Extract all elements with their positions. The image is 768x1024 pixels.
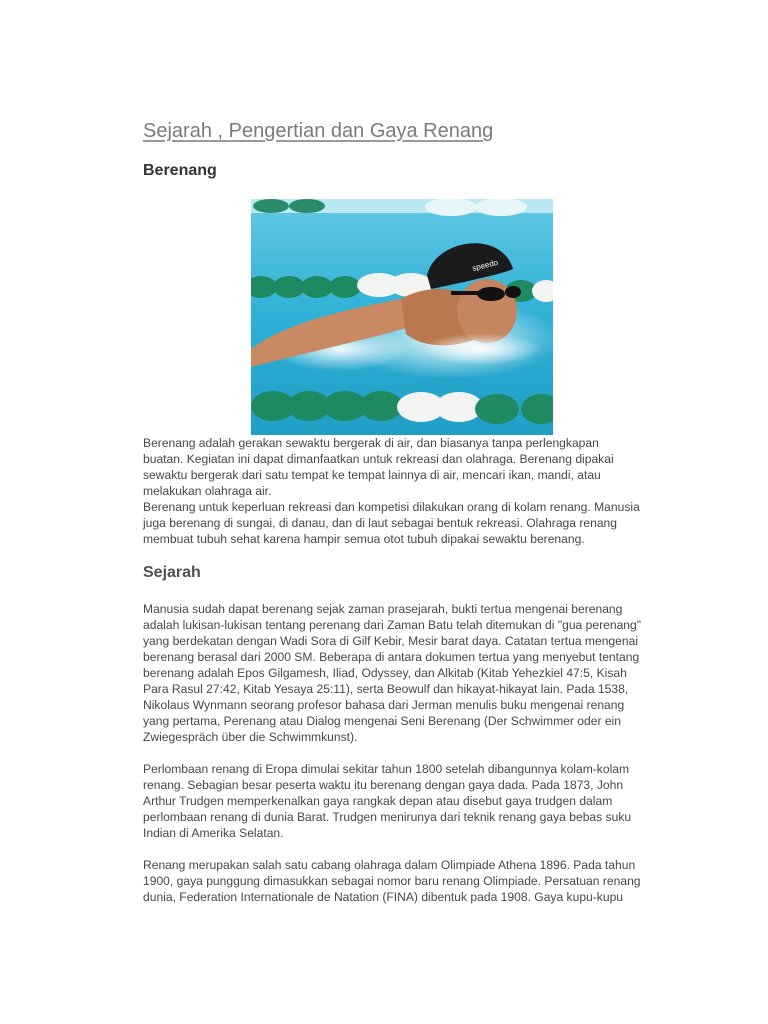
- text-line: perlombaan renang di dunia Barat. Trudgen menirunya dari teknik renang gaya bebas suku: [143, 810, 632, 824]
- text-line: melakukan olahraga air.: [143, 484, 272, 498]
- paragraph-berenang: [143, 435, 663, 547]
- text-line: juga berenang di sungai, di danau, dan di laut sebagai bentuk rekreasi. Olahraga renang: [143, 516, 618, 530]
- text-line: Arthur Trudgen memperkenalkan gaya rangkak depan atau disebut gaya trudgen dalam: [143, 794, 613, 808]
- text-line: 1900, gaya punggung dimasukkan sebagai nomor baru renang Olimpiade. Persatuan renang: [143, 874, 641, 888]
- text-line: Manusia sudah dapat berenang sejak zaman prasejarah, bukti tertua mengenai berenang: [143, 602, 623, 616]
- paragraph-sejarah-2: [143, 761, 663, 841]
- paragraph-sejarah-3: [143, 857, 663, 905]
- text-line: Renang merupakan salah satu cabang olahraga dalam Olimpiade Athena 1896. Pada tahun: [143, 858, 636, 872]
- text-line: Berenang untuk keperluan rekreasi dan kompetisi dilakukan orang di kolam renang. Manusia: [143, 500, 640, 514]
- text-line: membuat tubuh sehat karena hampir semua otot tubuh dipakai sewaktu berenang.: [143, 532, 585, 546]
- text-line: berenang berasal dari 2000 SM. Beberapa di antara dokumen tertua yang menyebut tentang: [143, 650, 640, 664]
- swimmer-photo: [251, 199, 553, 435]
- swimmer-photo-icon: [251, 199, 553, 435]
- text-line: berenang adalah Epos Gilgamesh, Iliad, Odyssey, dan Alkitab (Kitab Yehezkiel 47:5, Kisah: [143, 666, 627, 680]
- section-heading-berenang: Berenang: [143, 162, 217, 179]
- document-title[interactable]: Sejarah , Pengertian dan Gaya Renang: [143, 120, 494, 142]
- text-line: buatan. Kegiatan ini dapat dimanfaatkan untuk rekreasi dan olahraga. Berenang dipakai: [143, 452, 614, 466]
- section-heading-sejarah: Sejarah: [143, 564, 201, 581]
- text-line: Perlombaan renang di Eropa dimulai sekitar tahun 1800 setelah dibangunnya kolam-kolam: [143, 762, 630, 776]
- text-line: Para Rasul 27:42, Kitab Yesaya 25:11), serta Beowulf dan hikayat-hikayat lain. Pada 1538,: [143, 682, 629, 696]
- text-line: Berenang adalah gerakan sewaktu bergerak di air, dan biasanya tanpa perlengkapan: [143, 436, 599, 450]
- text-line: Indian di Amerika Selatan.: [143, 826, 284, 840]
- text-line: Zwiegespräch über die Schwimmkunst).: [143, 730, 358, 744]
- text-line: renang. Sebagian besar peserta waktu itu berenang dengan gaya dada. Pada 1873, John: [143, 778, 624, 792]
- text-line: yang berdekatan dengan Wadi Sora di Gilf Kebir, Mesir barat daya. Catatan tertua mengenai: [143, 634, 639, 648]
- text-line: sewaktu bergerak dari satu tempat ke tempat lainnya di air, mencari ikan, mandi, atau: [143, 468, 601, 482]
- text-line: dunia, Federation Internationale de Natation (FINA) dibentuk pada 1908. Gaya kupu-kupu: [143, 890, 624, 904]
- text-line: yang pertama, Perenang atau Dialog mengenai Seni Berenang (Der Schwimmer oder ein: [143, 714, 621, 728]
- svg-text:speedo: speedo: [471, 257, 499, 273]
- paragraph-sejarah-1: [143, 601, 663, 745]
- text-line: Nikolaus Wynmann seorang profesor bahasa dari Jerman menulis buku mengenai renang: [143, 698, 625, 712]
- text-line: adalah lukisan-lukisan tentang perenang dari Zaman Batu telah ditemukan di "gua perenang": [143, 618, 642, 632]
